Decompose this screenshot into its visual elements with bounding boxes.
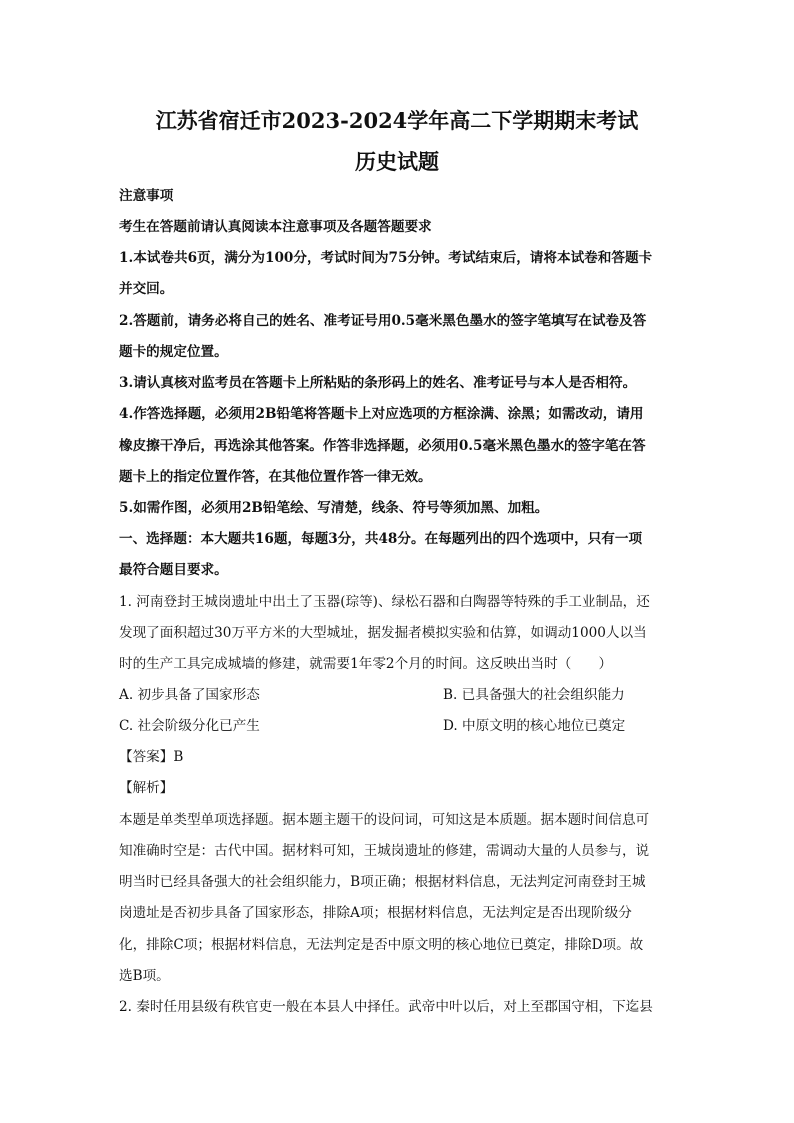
analysis-line: 知准确时空是：古代中国。据材料可知，王城岗遗址的修建，需调动大量的人员参与，说: [119, 843, 650, 859]
answer-label: 【答案】B: [119, 749, 184, 765]
exam-title: 江苏省宿迁市2023-2024学年高二下学期期末考试: [155, 108, 639, 133]
question-stem: 发现了面积超过30万平方米的大型城址，据发掘者模拟实验和估算，如调动1000人以当: [119, 625, 647, 641]
exam-subtitle: 历史试题: [355, 149, 439, 174]
analysis-line: 化，排除C项；根据材料信息，无法判定是否中原文明的核心地位已奠定，排除D项。故: [119, 937, 644, 953]
option-c: C. 社会阶级分化已产生: [119, 718, 260, 734]
analysis-label: 【解析】: [119, 780, 174, 796]
notice-line: 3.请认真核对监考员在答题卡上所粘贴的条形码上的姓名、准考证号与本人是否相符。: [119, 375, 637, 391]
section-heading: 最符合题目要求。: [119, 562, 228, 578]
analysis-line: 选B项。: [119, 968, 170, 984]
notice-line: 4.作答选择题，必须用2B铅笔将答题卡上对应选项的方框涂满、涂黑；如需改动，请用: [119, 406, 644, 422]
option-a: A. 初步具备了国家形态: [119, 687, 260, 703]
notice-intro: 考生在答题前请认真阅读本注意事项及各题答题要求: [119, 219, 432, 235]
notice-line: 橡皮擦干净后，再选涂其他答案。作答非选择题，必须用0.5毫米黑色墨水的签字笔在答: [119, 438, 646, 454]
analysis-line: 本题是单类型单项选择题。据本题主题干的设问词，可知这是本质题。据本题时间信息可: [119, 812, 650, 828]
section-heading: 一、选择题：本大题共16题，每题3分，共48分。在每题列出的四个选项中，只有一项: [119, 531, 643, 547]
analysis-line: 岗遗址是否初步具备了国家形态，排除A项；根据材料信息，无法判定是否出现阶级分: [119, 905, 632, 921]
option-b: B. 已具备强大的社会组织能力: [443, 687, 625, 703]
option-d: D. 中原文明的核心地位已奠定: [443, 718, 626, 734]
notice-line: 5.如需作图，必须用2B铅笔绘、写清楚，线条、符号等须加黑、加粗。: [119, 500, 549, 516]
notice-line: 题卡的规定位置。: [119, 344, 228, 360]
notice-line: 并交回。: [119, 281, 174, 297]
question-stem: 时的生产工具完成城墙的修建，就需要1年零2个月的时间。这反映出当时（ ）: [119, 656, 613, 672]
analysis-line: 明当时已经具备强大的社会组织能力，B项正确；根据材料信息，无法判定河南登封王城: [119, 874, 646, 890]
question-stem: 1. 河南登封王城岗遗址中出土了玉器(琮等)、绿松石器和白陶器等特殊的手工业制品，还: [119, 594, 650, 610]
notice-heading: 注意事项: [119, 188, 174, 204]
notice-line: 1.本试卷共6页，满分为100分，考试时间为75分钟。考试结束后，请将本试卷和答题卡: [119, 250, 653, 266]
notice-line: 2.答题前，请务必将自己的姓名、准考证号用0.5毫米黑色墨水的签字笔填写在试卷及答: [119, 313, 647, 329]
notice-line: 题卡上的指定位置作答，在其他位置作答一律无效。: [119, 469, 432, 485]
question-stem: 2. 秦时任用县级有秩官吏一般在本县人中择任。武帝中叶以后，对上至郡国守相，下迄县: [119, 999, 653, 1015]
